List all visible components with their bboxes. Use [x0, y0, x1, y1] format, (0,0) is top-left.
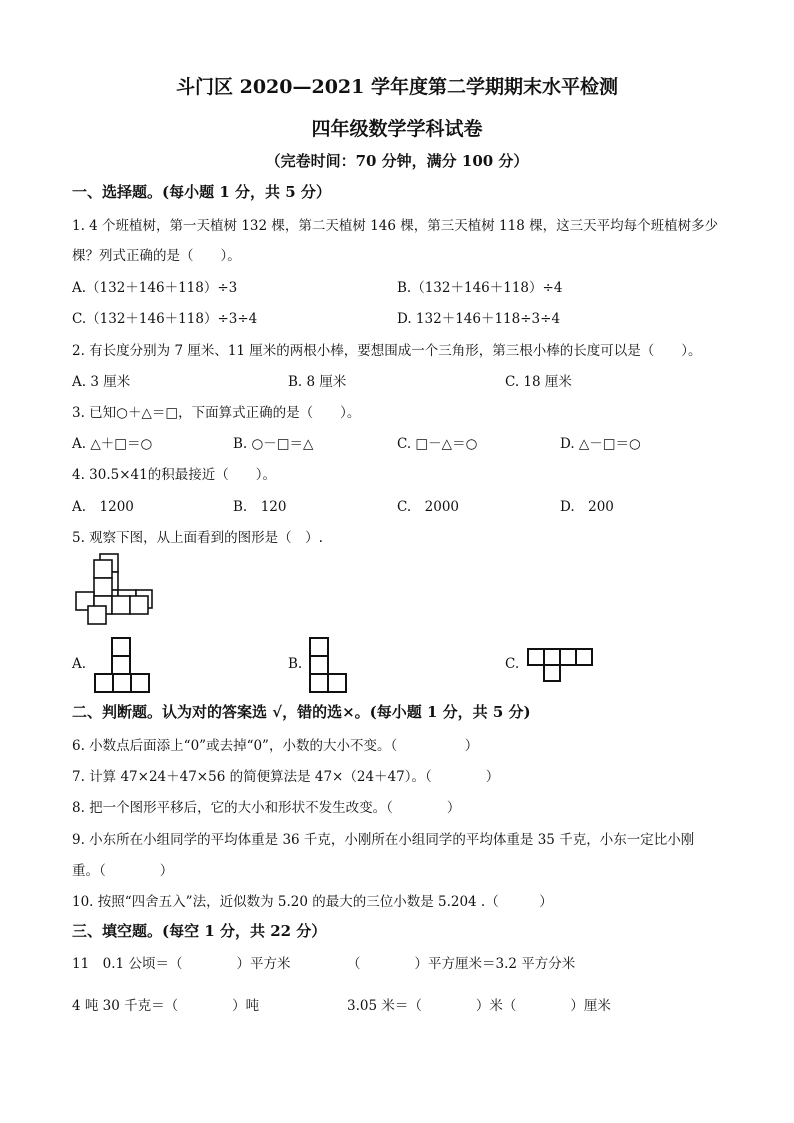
question-9-line1: 9. 小东所在小组同学的平均体重是 36 千克，小刚所在小组同学的平均体重是 35 千克，小东一定比小刚 [72, 832, 695, 848]
question-7: 7. 计算 47×24＋47×56 的简便算法是 47×（24＋47）。（ ） [72, 769, 500, 785]
question-11-part-a: 11 0.1 公顷＝（ ）平方米 [72, 956, 291, 972]
question-11-part-b: （ ）平方厘米＝3.2 平方分米 [347, 956, 576, 972]
exam-subtitle: 四年级数学学科试卷 [311, 118, 483, 140]
question-1-line2: 棵？列式正确的是（ ）。 [72, 248, 241, 264]
exam-title: 斗门区 2020—2021 学年度第二学期期末水平检测 [176, 76, 618, 98]
question-4-option-a[interactable]: A. 1200 [72, 499, 134, 515]
section-heading-fill-in: 三、填空题。(每空 1 分，共 22 分） [72, 922, 327, 940]
question-1-line1: 1. 4 个班植树，第一天植树 132 棵，第二天植树 146 棵，第三天植树 118 棵，这三天平均每个班植树多少 [72, 218, 719, 234]
question-3-option-a[interactable]: A. △＋□＝○ [72, 436, 153, 452]
question-2-option-a[interactable]: A. 3 厘米 [72, 374, 131, 390]
question-9-line2: 重。（ ） [72, 863, 174, 879]
question-5-option-a-label[interactable]: A. [72, 656, 87, 672]
question-3: 3. 已知○＋△＝□，下面算式正确的是（ ）。 [72, 405, 361, 421]
question-4-option-d[interactable]: D. 200 [560, 499, 614, 515]
section-heading-judgement: 二、判断题。认为对的答案选 √，错的选×。(每小题 1 分，共 5 分) [72, 703, 531, 721]
question-1-option-d[interactable]: D. 132＋146＋118÷3÷4 [397, 311, 561, 327]
option-c-shape [526, 647, 596, 687]
option-b-shape [308, 636, 348, 694]
question-1-option-b[interactable]: B.（132＋146＋118）÷4 [397, 280, 563, 296]
question-3-option-d[interactable]: D. △－□＝○ [560, 436, 641, 452]
question-1-option-a[interactable]: A.（132＋146＋118）÷3 [72, 280, 238, 296]
question-5: 5. 观察下图，从上面看到的图形是（ ）. [72, 530, 323, 546]
question-2-option-c[interactable]: C. 18 厘米 [505, 374, 572, 390]
option-a-shape [94, 636, 150, 694]
question-4: 4. 30.5×41的积最接近（ ）。 [72, 467, 276, 483]
question-2: 2. 有长度分别为 7 厘米、11 厘米的两根小棒，要想围成一个三角形，第三根小棒的长度可以是（ ）。 [72, 343, 702, 359]
question-6: 6. 小数点后面添上“0”或去掉“0”，小数的大小不变。（ ） [72, 738, 479, 754]
question-3-option-b[interactable]: B. ○－□＝△ [233, 436, 314, 452]
question-11-part-d: 3.05 米＝（ ）米（ ）厘米 [347, 998, 611, 1014]
question-2-option-b[interactable]: B. 8 厘米 [288, 374, 347, 390]
question-1-option-c[interactable]: C.（132＋146＋118）÷3÷4 [72, 311, 258, 327]
question-5-option-c-label[interactable]: C. [505, 656, 520, 672]
question-10: 10. 按照“四舍五入”法，近似数为 5.20 的最大的三位小数是 5.204 .（ ） [72, 894, 553, 910]
question-11-part-c: 4 吨 30 千克＝（ ）吨 [72, 998, 260, 1014]
question-5-option-b-label[interactable]: B. [288, 656, 303, 672]
cube-stack-figure [74, 552, 154, 628]
question-4-option-c[interactable]: C. 2000 [397, 499, 459, 515]
exam-info: （完卷时间：70 分钟，满分 100 分） [265, 152, 529, 170]
section-heading-choice: 一、选择题。(每小题 1 分，共 5 分） [72, 183, 331, 201]
question-3-option-c[interactable]: C. □－△＝○ [397, 436, 478, 452]
question-8: 8. 把一个图形平移后，它的大小和形状不发生改变。（ ） [72, 800, 461, 816]
question-4-option-b[interactable]: B. 120 [233, 499, 287, 515]
